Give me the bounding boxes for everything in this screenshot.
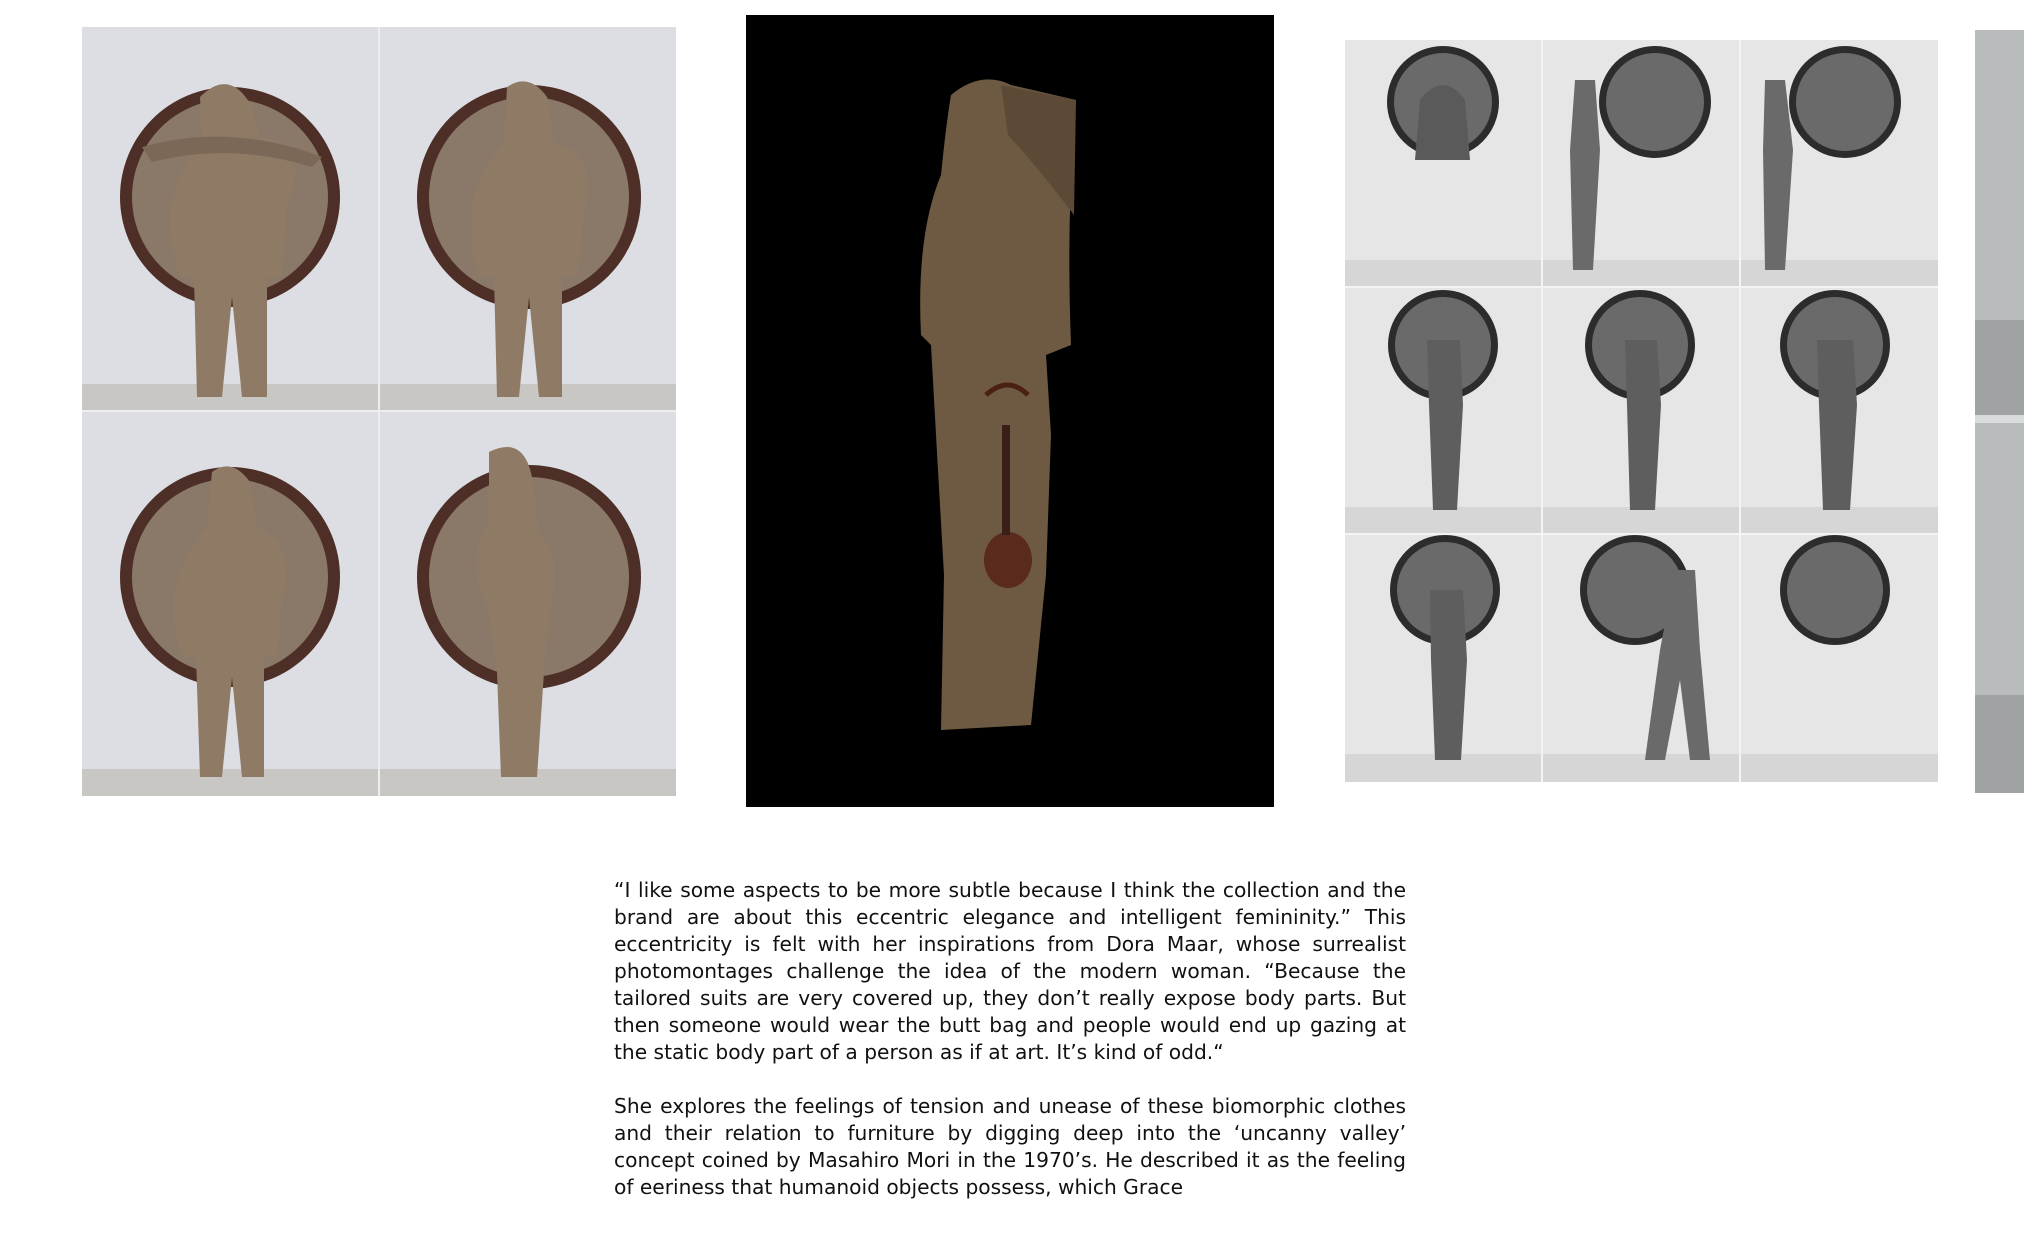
partial-artwork <box>1975 30 2024 793</box>
article-paragraph: She explores the feelings of tension and unease of these biomorphic clothes and their relation to furniture by digging deep into the ‘uncanny valley’ concept coined by Masahiro Mori in the 1970’s. He described it as the feeling of eeriness that humanoid objects possess, which Grace <box>614 1094 1406 1199</box>
gallery-image-black-background-figure[interactable] <box>746 15 1274 807</box>
article-paragraph: “I like some aspects to be more subtle because I think the collection and the brand are about this eccentric elegance and intelligent femininity.” This eccentricity is felt with her inspirations from Dora Maar, whose surrealist photomontages challenge the idea of the modern woman. “Because the tailored suits are very covered up, they don’t really expose body parts. But then someone would wear the butt bag and people would end up gazing at the static body part of a person as if at art. It’s kind of odd.“ <box>614 878 1406 1064</box>
gallery-image-partial[interactable] <box>1975 30 2024 793</box>
gallery-image-grayscale-grid[interactable] <box>1345 40 1938 782</box>
gallery-image-brown-suit-grid[interactable] <box>82 27 676 796</box>
grayscale-grid-artwork <box>1345 40 1938 782</box>
hooded-figure-artwork <box>746 15 1274 807</box>
article-body <box>614 877 1406 1228</box>
brown-suit-grid-artwork <box>82 27 676 796</box>
